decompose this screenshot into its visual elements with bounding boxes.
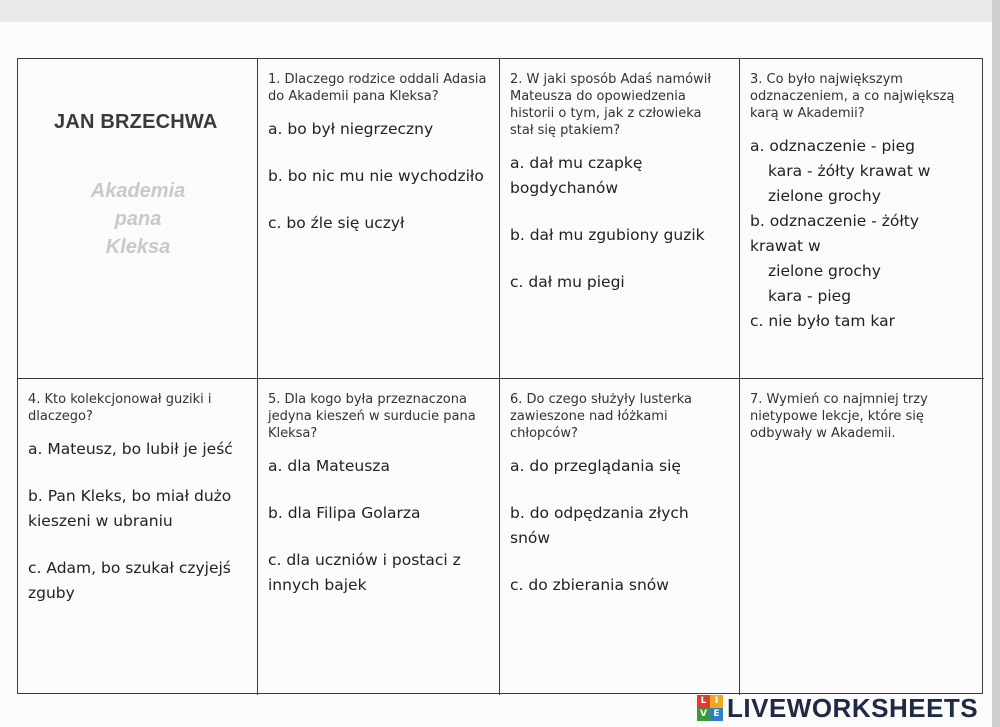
answer-option[interactable]: c. bo źle się uczył: [268, 214, 405, 232]
question-text: 5. Dla kogo była przeznaczona jedyna kieszeń w surducie pana Kleksa?: [268, 392, 476, 441]
answer-option[interactable]: [750, 209, 974, 309]
answer-option[interactable]: b. do odpędzania złych snów: [510, 504, 689, 547]
question-text: 4. Kto kolekcjonował guziki i dlaczego?: [28, 392, 212, 424]
answer-option[interactable]: c. dla uczniów i postaci z innych bajek: [268, 551, 461, 594]
liveworksheets-logo-icon: [697, 695, 723, 721]
question-cell-3: [740, 59, 984, 379]
answer-option-line: b. odznaczenie - żółty krawat w: [750, 212, 920, 255]
title-cell: [18, 59, 258, 379]
logo-letter: L: [697, 695, 710, 708]
question-cell-4: [18, 379, 258, 695]
author-name: JAN BRZECHWA: [54, 111, 218, 133]
logo-letter: I: [710, 695, 723, 708]
question-text: 6. Do czego służyły lusterka zawieszone nad łóżkami chłopców?: [510, 392, 693, 441]
answer-option-line: zielone grochy: [768, 187, 881, 205]
answer-option[interactable]: b. bo nic mu nie wychodziło: [268, 167, 484, 185]
answer-option[interactable]: b. dał mu zgubiony guzik: [510, 226, 705, 244]
answer-option[interactable]: a. do przeglądania się: [510, 457, 681, 475]
question-cell-1: [258, 59, 500, 379]
answer-option[interactable]: c. dał mu piegi: [510, 273, 625, 291]
answer-option-line: kara - pieg: [768, 287, 852, 305]
question-text: 3. Co było największym odznaczeniem, a co największą karą w Akademii?: [750, 72, 955, 121]
book-title-line: Kleksa: [105, 236, 171, 258]
question-cell-7[interactable]: [740, 379, 984, 695]
scan-right-edge: [992, 0, 1000, 727]
logo-letter: V: [697, 708, 710, 721]
answer-option[interactable]: a. Mateusz, bo lubił je jeść: [28, 440, 233, 458]
answer-option[interactable]: b. dla Filipa Golarza: [268, 504, 421, 522]
answer-option[interactable]: [750, 134, 974, 209]
answer-option[interactable]: c. do zbierania snów: [510, 576, 669, 594]
book-title: [68, 177, 208, 261]
answer-option[interactable]: a. dał mu czapkę bogdychanów: [510, 154, 643, 197]
scan-top-band: [0, 0, 1000, 22]
question-text: 1. Dlaczego rodzice oddali Adasia do Akademii pana Kleksa?: [268, 72, 487, 104]
quiz-table: [17, 58, 983, 694]
answer-option[interactable]: c. nie było tam kar: [750, 312, 895, 330]
book-title-line: Akademia: [90, 180, 186, 202]
question-cell-6: [500, 379, 740, 695]
question-cell-5: [258, 379, 500, 695]
book-title-line: pana: [114, 208, 162, 230]
question-cell-2: [500, 59, 740, 379]
logo-letter: E: [710, 708, 723, 721]
brand-name: LIVEWORKSHEETS: [727, 692, 979, 723]
liveworksheets-brand: [697, 692, 978, 724]
answer-option[interactable]: c. Adam, bo szukał czyjejś zguby: [28, 559, 231, 602]
answer-option-line: zielone grochy: [768, 262, 881, 280]
question-text: 7. Wymień co najmniej trzy nietypowe lekcje, które się odbywały w Akademii.: [750, 392, 928, 441]
answer-option-line: kara - żółty krawat w: [768, 162, 931, 180]
answer-option[interactable]: b. Pan Kleks, bo miał dużo kieszeni w ubraniu: [28, 487, 232, 530]
answer-option-line: a. odznaczenie - pieg: [750, 137, 915, 155]
answer-option[interactable]: a. bo był niegrzeczny: [268, 120, 434, 138]
question-text: 2. W jaki sposób Adaś namówił Mateusza do opowiedzenia historii o tym, jak z człowieka stał się ptakiem?: [510, 72, 712, 138]
answer-option[interactable]: a. dla Mateusza: [268, 457, 390, 475]
